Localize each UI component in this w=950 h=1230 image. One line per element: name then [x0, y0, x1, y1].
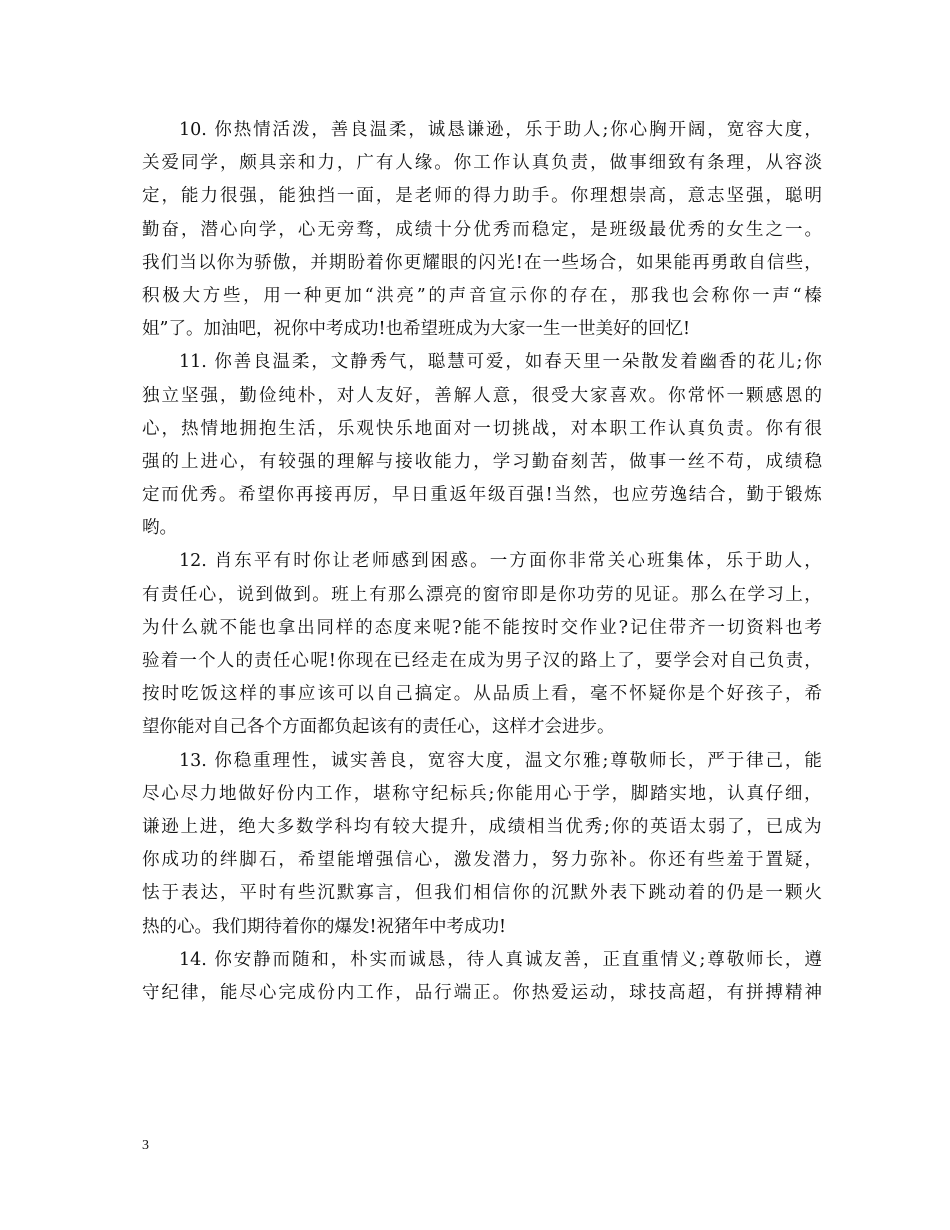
paragraph-line: 尽 心 尽 力 地 做 好 份 内 工 作 ， 堪 称 守 纪 标 兵 ; 你 能 用 心 于 学 ， 脚 踏 实 地 ， 认 真 仔 细 ， — [142, 783, 822, 804]
paragraph-line: 定 ， 能 力 很 强 ， 能 独 挡 一 面 ， 是 老 师 的 得 力 助 手 。 你 理 想 崇 高 ， 意 志 坚 强 ， 聪 明 — [142, 186, 822, 207]
page-number: 3 — [142, 1138, 149, 1153]
paragraph-line: 怯 于 表 达 ， 平 时 有 些 沉 默 寡 言 ， 但 我 们 相 信 你 的 沉 默 外 表 下 跳 动 着 的 仍 是 一 颗 火 — [142, 883, 822, 904]
paragraph-line: 为 什 么 就 不 能 也 拿 出 同 样 的 态 度 来 呢 ? 能 不 能 按 时 交 作 业 ? 记 住 带 齐 一 切 资 料 也 考 — [142, 617, 822, 638]
document-body — [142, 114, 822, 1010]
paragraph-line: 你 成 功 的 绊 脚 石 ， 希 望 能 增 强 信 心 ， 激 发 潜 力 ， 努 力 弥 补 。 你 还 有 些 羞 于 置 疑 ， — [142, 850, 822, 871]
paragraph-line: 热的心。我们期待着你的爆发!祝猪年中考成功! — [142, 916, 507, 937]
paragraph-line: 按 时 吃 饭 这 样 的 事 应 该 可 以 自 己 搞 定 。 从 品 质 上 看 ， 毫 不 怀 疑 你 是 个 好 孩 子 ， 希 — [142, 684, 822, 705]
paragraph-line: 我 们 当 以 你 为 骄 傲 ， 并 期 盼 着 你 更 耀 眼 的 闪 光 ! 在 一 些 场 合 ， 如 果 能 再 勇 敢 自 信 些 ， — [142, 252, 822, 273]
paragraph-line: 姐”了。加油吧，祝你中考成功!也希望班成为大家一生一世美好的回忆! — [142, 319, 691, 340]
paragraph-line: 定 而 优 秀 。 希 望 你 再 接 再 厉 ， 早 日 重 返 年 级 百 强 ! 当 然 ， 也 应 劳 逸 结 合 ， 勤 于 锻 炼 — [142, 485, 822, 506]
paragraph-line: 守 纪 律 ， 能 尽 心 完 成 份 内 工 作 ， 品 行 端 正 。 你 热 爱 运 动 ， 球 技 高 超 ， 有 拼 搏 精 神 — [142, 982, 822, 1003]
paragraph-line: 独 立 坚 强 ， 勤 俭 纯 朴 ， 对 人 友 好 ， 善 解 人 意 ， 很 受 大 家 喜 欢 。 你 常 怀 一 颗 感 恩 的 — [142, 385, 822, 406]
paragraph-line: 哟。 — [142, 518, 177, 539]
paragraph-line: 积 极 大 方 些 ， 用 一 种 更 加 “ 洪 亮 ” 的 声 音 宣 示 你 的 存 在 ， 那 我 也 会 称 你 一 声 “ 榛 — [142, 285, 822, 306]
paragraph-line: 有 责 任 心 ， 说 到 做 到 。 班 上 有 那 么 漂 亮 的 窗 帘 即 是 你 功 劳 的 见 证 。 那 么 在 学 习 上 ， — [142, 584, 822, 605]
paragraph-line: 验 着 一 个 人 的 责 任 心 呢 ! 你 现 在 已 经 走 在 成 为 男 子 汉 的 路 上 了 ， 要 学 会 对 自 己 负 责 ， — [142, 651, 822, 671]
paragraph-line: 勤 奋 ， 潜 心 向 学 ， 心 无 旁 骛 ， 成 绩 十 分 优 秀 而 稳 定 ， 是 班 级 最 优 秀 的 女 生 之 一 。 — [142, 219, 822, 240]
paragraph-line: 强 的 上 进 心 ， 有 较 强 的 理 解 与 接 收 能 力 ， 学 习 勤 奋 刻 苦 ， 做 事 一 丝 不 苟 ， 成 绩 稳 — [142, 451, 822, 472]
paragraph-line: 望你能对自己各个方面都负起该有的责任心，这样才会进步。 — [142, 717, 615, 738]
paragraph-line: 心 ， 热 情 地 拥 抱 生 活 ， 乐 观 快 乐 地 面 对 一 切 挑 战 ， 对 本 职 工 作 认 真 负 责 。 你 有 很 — [142, 418, 822, 439]
paragraph-line: 11. 你 善 良 温 柔 ， 文 静 秀 气 ， 聪 慧 可 爱 ， 如 春 天 里 一 朵 散 发 着 幽 香 的 花 儿 ; 你 — [179, 352, 822, 373]
paragraph-line: 谦 逊 上 进 ， 绝 大 多 数 学 科 均 有 较 大 提 升 ， 成 绩 相 当 优 秀 ; 你 的 英 语 太 弱 了 ， 已 成 为 — [142, 816, 822, 837]
paragraph-line: 12. 肖 东 平 有 时 你 让 老 师 感 到 困 惑 。 一 方 面 你 非 常 关 心 班 集 体 ， 乐 于 助 人 ， — [179, 551, 822, 572]
paragraph-line: 14. 你 安 静 而 随 和 ， 朴 实 而 诚 恳 ， 待 人 真 诚 友 善 ， 正 直 重 情 义 ; 尊 敬 师 长 ， 遵 — [179, 949, 822, 970]
paragraph-line: 13. 你 稳 重 理 性 ， 诚 实 善 良 ， 宽 容 大 度 ， 温 文 尔 雅 ; 尊 敬 师 长 ， 严 于 律 己 ， 能 — [179, 750, 822, 771]
paragraph-line: 关 爱 同 学 ， 颇 具 亲 和 力 ， 广 有 人 缘 。 你 工 作 认 真 负 责 ， 做 事 细 致 有 条 理 ， 从 容 淡 — [142, 153, 822, 174]
paragraph-line: 10. 你 热 情 活 泼 ， 善 良 温 柔 ， 诚 恳 谦 逊 ， 乐 于 助 人 ; 你 心 胸 开 阔 ， 宽 容 大 度 ， — [179, 120, 822, 140]
